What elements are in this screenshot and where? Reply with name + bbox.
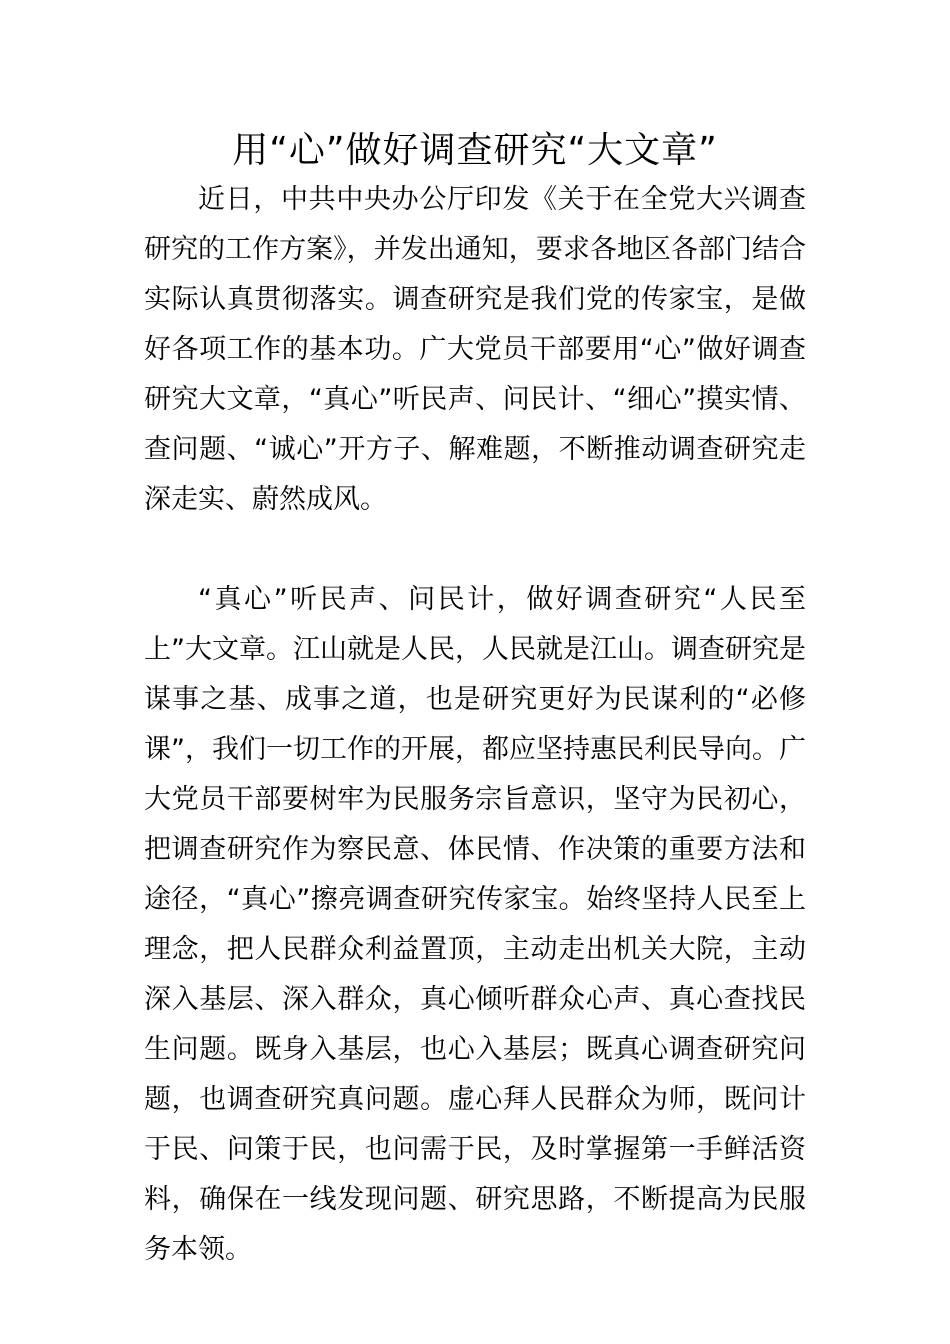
paragraph-intro: 近日，中共中央办公厅印发《关于在全党大兴调查研究的工作方案》，并发出通知，要求各地区各部门结合实际认真贯彻落实。调查研究是我们党的传家宝，是做好各项工作的基本功。广大党员干部要用“心”做好调查研究大文章，“真心”听民声、问民计、“细心”摸实情、查问题、“诚心”开方子、解难题，不断推动调查研究走深走实、蔚然成风。 [144,184,806,515]
paragraph-listen-to-people: “真心”听民声、问民计，做好调查研究“人民至上”大文章。江山就是人民，人民就是江山。调查研究是谋事之基、成事之道，也是研究更好为民谋利的“必修课”，我们一切工作的开展，都应坚持惠民利民导向。广大党员干部要树牢为民服务宗旨意识，坚守为民初心，把调查研究作为察民意、体民情、作决策的重要方法和途径，“真心”擦亮调查研究传家宝。始终坚持人民至上理念，把人民群众利益置顶，主动走出机关大院，主动深入基层、深入群众，真心倾听群众心声、真心查找民生问题。既身入基层，也心入基层；既真心调查研究问题，也调查研究真问题。虚心拜人民群众为师，既问计于民、问策于民，也问需于民，及时掌握第一手鲜活资料，确保在一线发现问题、研究思路，不断提高为民服务本领。 [144,584,806,1265]
document-title: 用“心”做好调查研究“大文章” [232,130,718,171]
